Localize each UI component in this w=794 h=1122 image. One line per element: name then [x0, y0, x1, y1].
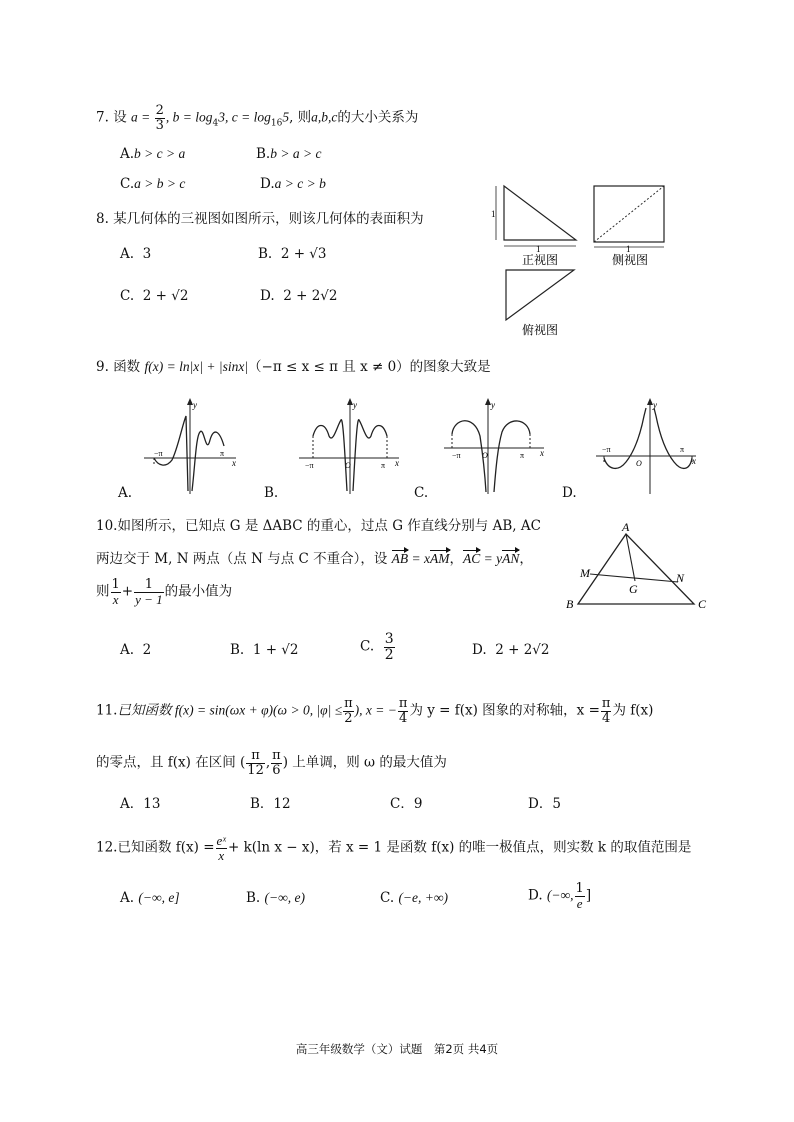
q10-option-d[interactable]: D. 2 + 2√2: [472, 642, 550, 658]
page-footer: 高三年级数学（文）试题 第2页 共4页: [295, 1042, 499, 1056]
q8-option-c[interactable]: C. 2 + √2: [120, 288, 189, 304]
q10-option-a[interactable]: A. 2: [120, 642, 152, 658]
side-view-label: 侧视图: [612, 253, 649, 267]
svg-text:y: y: [353, 400, 357, 410]
q11-line1: 11.已知函数 f(x) = sin(ωx + φ)(ω > 0, |φ| ≤ $\frac{\pi}{2}$ ), x = − $\frac{\pi}{4}$ 为 y = f(x) 图象的对称轴，x = $\frac{\pi}{4}$ 为 f(x): [96, 696, 654, 726]
vertex-c-label: C: [698, 597, 707, 611]
q12-option-c[interactable]: C. (−e, +∞): [380, 890, 449, 906]
svg-text:x: x: [540, 448, 544, 458]
svg-text:−π: −π: [602, 445, 611, 454]
q9-graph-a[interactable]: [140, 396, 240, 496]
q9-label-b: B.: [264, 485, 279, 501]
q11-option-c[interactable]: C．9: [390, 796, 423, 812]
q9-label-a: A.: [118, 485, 133, 501]
three-view-figure: [488, 180, 678, 340]
q10-line2: 两边交于 M, N 两点（点 N 与点 C 不重合），设 AB = xAM，AC = yAN，: [96, 551, 533, 567]
q11-option-a[interactable]: A．13: [120, 796, 161, 812]
svg-text:π: π: [520, 451, 525, 460]
q8-option-a[interactable]: A. 3: [120, 246, 152, 262]
q10-option-b[interactable]: B. 1 + √2: [230, 642, 299, 658]
vertex-a-label: A: [622, 520, 630, 534]
svg-text:O: O: [482, 451, 488, 460]
svg-text:x: x: [395, 458, 399, 468]
top-view: [506, 270, 574, 337]
q7-option-b[interactable]: B.b > a > c: [256, 146, 322, 162]
top-view-label: 俯视图: [522, 323, 559, 337]
triangle-figure: [560, 520, 720, 616]
point-n-label: N: [676, 571, 685, 585]
svg-text:y: y: [653, 400, 657, 410]
svg-text:y: y: [193, 400, 197, 410]
svg-text:O: O: [636, 459, 642, 468]
svg-text:−π: −π: [305, 461, 314, 470]
q7-option-d[interactable]: D.a > c > b: [260, 176, 326, 192]
front-view: [491, 186, 576, 267]
q12-option-d[interactable]: D. (−∞, $\frac{1}{e}$ ]: [528, 881, 592, 911]
svg-text:O: O: [345, 461, 351, 470]
front-dim-width: 1: [536, 244, 541, 254]
q9-stem: 9. 函数 f(x) = ln|x| + |sinx|（−π ≤ x ≤ π 且 x ≠ 0）的图象大致是: [96, 359, 491, 375]
q11-line2: 的零点，且 f(x) 在区间 ( $\frac{\pi}{12}$ , $\frac{\pi}{6}$ ) 上单调，则 ω 的最大值为: [96, 748, 447, 778]
q8-option-b[interactable]: B. 2 + √3: [258, 246, 327, 262]
q7-stem: 7. 设 a = $\frac{2}{3}$ , $b = \log_43$, $c = \log_{16}5$, 则a,b,c的大小关系为: [96, 103, 419, 133]
q11-option-b[interactable]: B．12: [250, 796, 291, 812]
svg-text:x: x: [232, 458, 236, 468]
point-g-label: G: [629, 582, 638, 596]
svg-text:x: x: [692, 456, 696, 466]
svg-text:−π: −π: [452, 451, 461, 460]
q12-option-a[interactable]: A. (−∞, e]: [120, 890, 180, 906]
q7-option-c[interactable]: C.a > b > c: [120, 176, 186, 192]
svg-text:π: π: [381, 461, 386, 470]
q10-line3: 则 $\frac{1}{x}$ + $\frac{1}{y - 1}$ 的最小值为: [96, 577, 233, 607]
q9-label-c: C.: [414, 485, 429, 501]
q8-stem: 8. 某几何体的三视图如图所示，则该几何体的表面积为: [96, 211, 424, 227]
svg-text:−π: −π: [154, 449, 163, 458]
svg-text:π: π: [220, 449, 225, 458]
q9-graph-d[interactable]: [592, 396, 702, 496]
front-dim-height: 1: [491, 209, 496, 219]
svg-text:y: y: [491, 400, 495, 410]
q11-option-d[interactable]: D．5: [528, 796, 561, 812]
front-view-label: 正视图: [522, 253, 559, 267]
side-view: [594, 186, 664, 267]
vertex-b-label: B: [566, 597, 574, 611]
side-dim-width: 1: [626, 244, 631, 254]
q12-option-b[interactable]: B. (−∞, e): [246, 890, 305, 906]
q8-option-d[interactable]: D. 2 + 2√2: [260, 288, 338, 304]
q12-stem: 12.已知函数 f(x) = $\frac{\text{eˣ}}{x}$ + k(ln x − x)，若 x = 1 是函数 f(x) 的唯一极值点，则实数 k 的取值范围是: [96, 833, 692, 863]
q10-option-c[interactable]: C. $\frac{3}{2}$: [360, 631, 394, 663]
q9-graph-c[interactable]: [440, 396, 550, 496]
svg-text:π: π: [680, 445, 685, 454]
q9-label-d: D.: [562, 485, 577, 501]
q7-option-a[interactable]: A.b > c > a: [120, 146, 186, 162]
q10-line1: 10.如图所示，已知点 G 是 ΔABC 的重心，过点 G 作直线分别与 AB, AC: [96, 518, 541, 534]
point-m-label: M: [580, 566, 590, 580]
q9-graph-b[interactable]: [295, 396, 405, 496]
